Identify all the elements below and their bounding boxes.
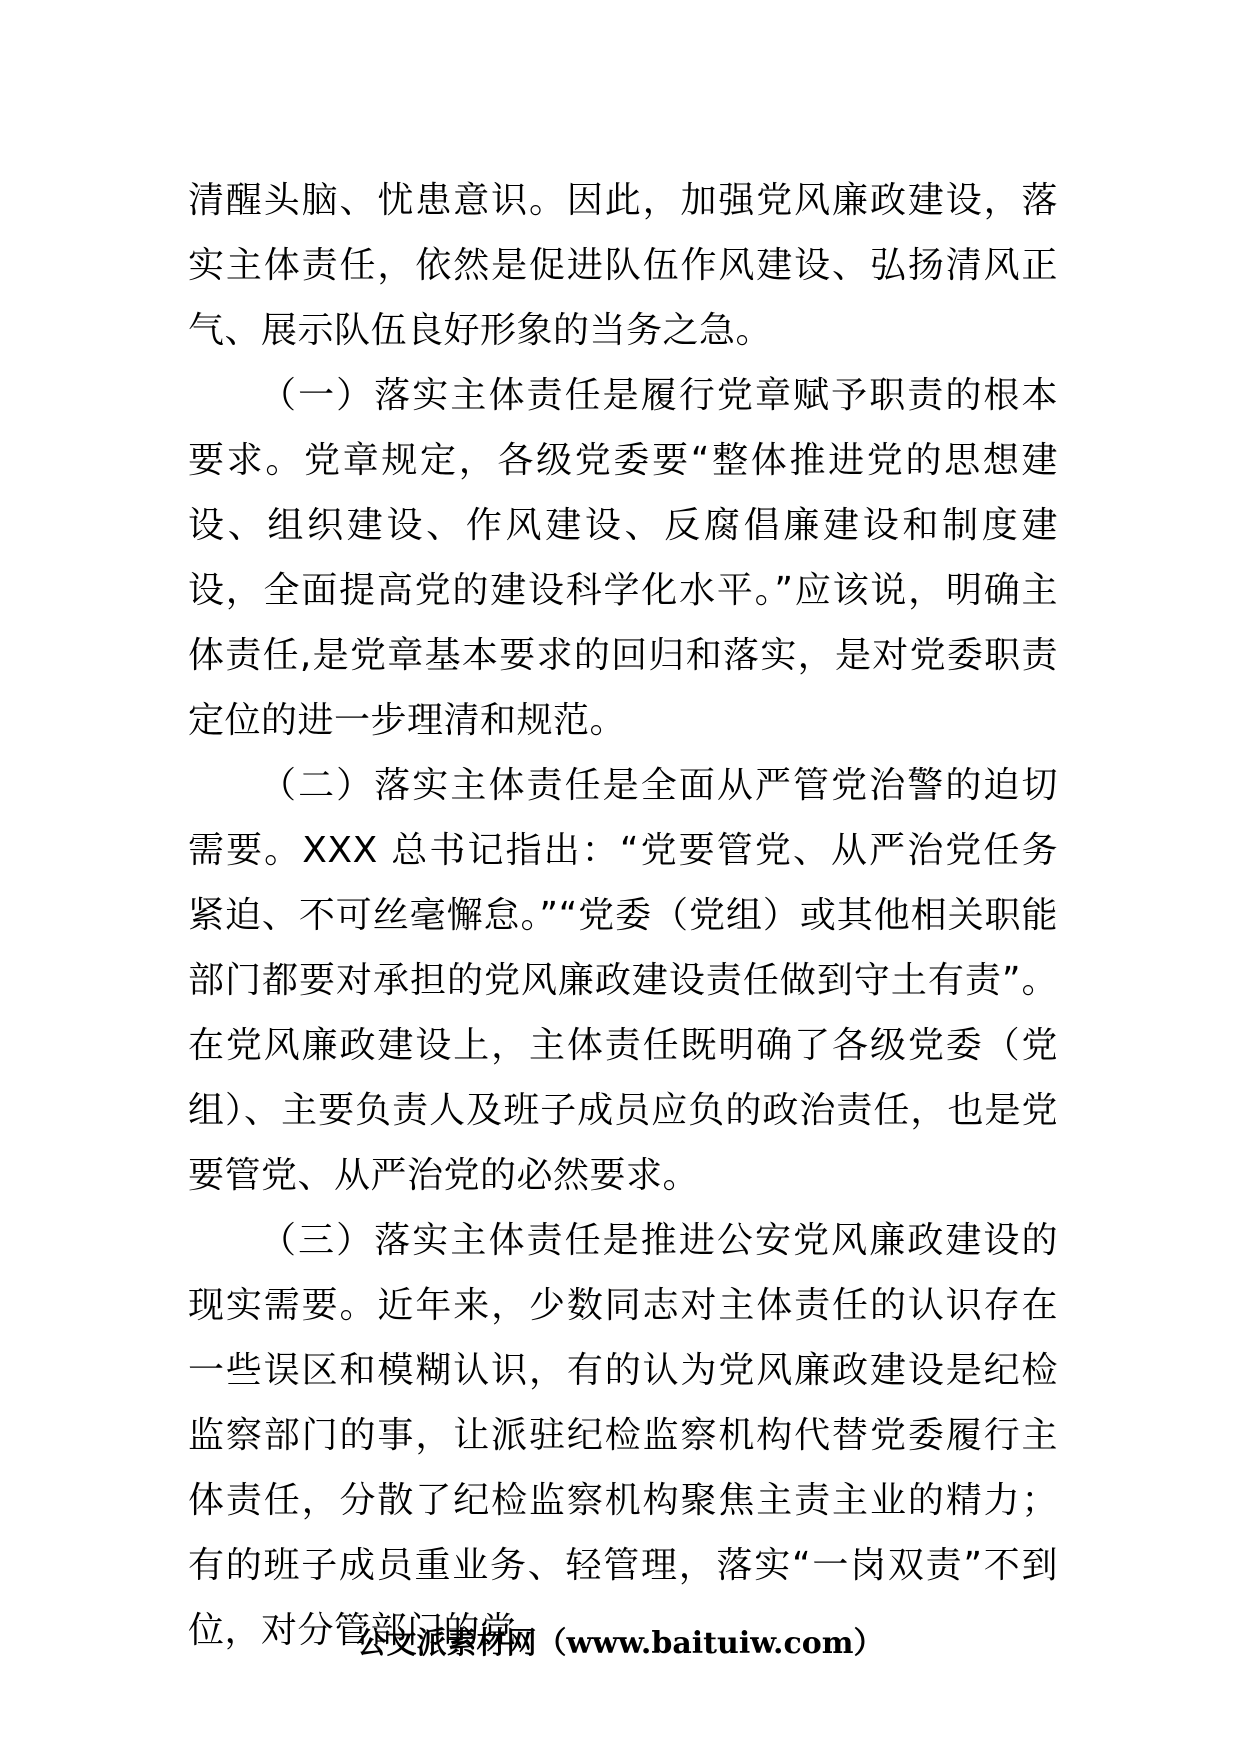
paragraph-continuation: 清醒头脑、忧患意识。因此，加强党风廉政建设，落实主体责任，依然是促进队伍作风建设、弘扬清风正气、展示队伍良好形象的当务之急。 xyxy=(188,180,1058,351)
footer-watermark: 公文派素材网（www.baituiw.com） xyxy=(356,1626,884,1661)
paragraph-section-two: （二）落实主体责任是全面从严管党治警的迫切需要。XXX 总书记指出：“党要管党、从严治党任务紧迫、不可丝毫懈怠。”“党委（党组）或其他相关职能部门都要对承担的党风廉政建设责任做到守土有责”。在党风廉政建设上，主体责任既明确了各级党委（党组）、主要负责人及班子成员应负的政治责任，也是党要管党、从严治党的必然要求。 xyxy=(188,765,1058,1196)
paragraph-section-three: （三）落实主体责任是推进公安党风廉政建设的现实需要。近年来，少数同志对主体责任的认识存在一些误区和模糊认识，有的认为党风廉政建设是纪检监察部门的事，让派驻纪检监察机构代替党委履行主体责任，分散了纪检监察机构聚焦主责主业的精力；有的班子成员重业务、轻管理，落实“一岗双责”不到位，对分管部门的党 xyxy=(188,1220,1058,1651)
document-body xyxy=(188,168,1058,1663)
paragraph-section-one: （一）落实主体责任是履行党章赋予职责的根本要求。党章规定，各级党委要“整体推进党的思想建设、组织建设、作风建设、反腐倡廉建设和制度建设，全面提高党的建设科学化水平。”应该说，明确主体责任,是党章基本要求的回归和落实，是对党委职责定位的进一步理清和规范。 xyxy=(188,375,1058,741)
